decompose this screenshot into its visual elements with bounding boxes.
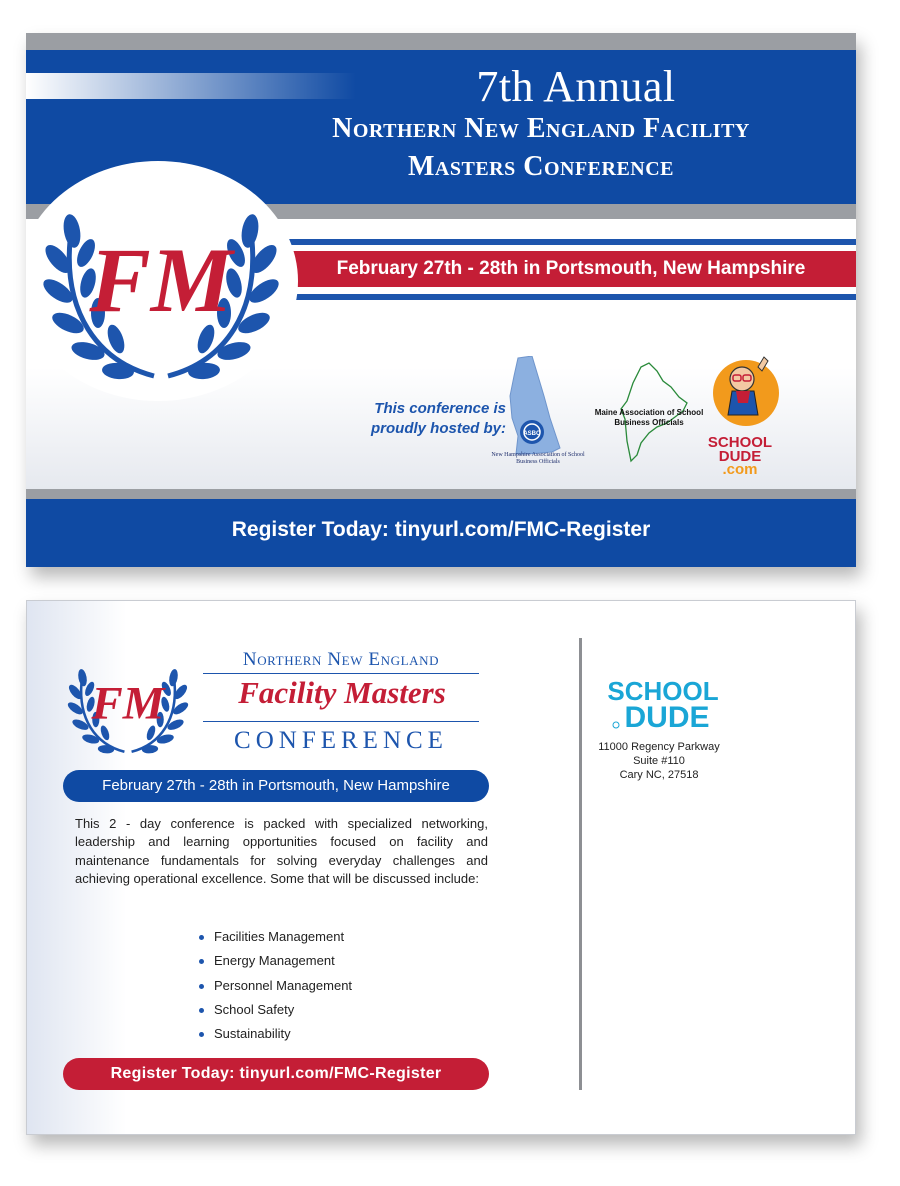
back-title-region: Northern New England [242,649,440,670]
wordmark-line2: DUDE [624,701,710,733]
conference-title-line1: Northern New England Facility [332,113,750,144]
topic-label: Energy Management [214,953,335,969]
list-item [199,974,439,998]
title-rule-bottom [203,721,479,722]
stripe-blue-bottom [281,294,856,300]
maine-asbo-caption: Maine Association of School Business Officials [594,408,704,427]
list-item [199,998,439,1022]
dude-logo-line3: .com [722,461,758,475]
schooldude-wordmark-logo [595,677,725,733]
banner-fade-accent [26,73,356,99]
schooldude-mascot-logo [706,355,796,475]
hosted-by-text: This conference is proudly hosted by: [371,400,506,437]
top-gray-band [26,33,856,50]
fm-monogram-small: FM [91,677,165,730]
list-item [199,925,439,949]
address-line-city: Cary NC, 27518 [619,769,699,781]
postcard-divider [579,638,582,1090]
stripe-blue-top [281,239,856,245]
topic-label: Facilities Management [214,929,345,944]
back-title-script: Facility Masters [238,675,446,710]
registered-mark-icon [613,722,619,728]
topic-label: Sustainability [214,1026,291,1042]
postcard-front [26,33,856,567]
fm-laurel-emblem [36,171,286,396]
nh-asbo-caption: New Hampshire Association of School Business Officials [491,452,585,465]
bullet-icon [199,1008,204,1013]
description-paragraph: This 2 - day conference is packed with specialized networking, leadership and learning opportunities focused on facility and maintenance fundamentals for solving everyday challenges and achieving operational excellence. Some that will be discussed include: [75,816,488,886]
topics-list [199,925,439,1046]
topic-label: School Safety [214,1001,295,1017]
wordmark-line1: SCHOOL [607,677,719,706]
address-line-street: 11000 Regency Parkway [598,741,720,753]
fm-monogram: FM [89,229,233,331]
date-pill: February 27th - 28th in Portsmouth, New Hampshire [63,770,489,802]
asbo-seal-text: ASBO [523,431,541,437]
return-address [589,740,729,782]
date-location-text: February 27th - 28th in Portsmouth, New Hampshire [336,258,806,279]
bullet-icon [199,984,204,989]
address-line-suite: Suite #110 [633,755,685,767]
bullet-icon [199,1032,204,1037]
dude-logo-line1: SCHOOL [707,434,773,451]
dude-logo-line2: DUDE [718,448,762,465]
topic-label: Personnel Management [214,977,353,993]
list-item [199,949,439,973]
title-rule-top [203,673,479,674]
conference-title-line2: Masters Conference [407,151,675,182]
register-pill-link[interactable]: Register Today: tinyurl.com/FMC-Register [63,1058,489,1090]
list-item [199,1022,439,1046]
bullet-icon [199,935,204,940]
bottom-gray-band [26,489,856,499]
register-link[interactable]: Register Today: tinyurl.com/FMC-Register [231,518,651,541]
bullet-icon [199,959,204,964]
back-title-conference: CONFERENCE [234,727,448,754]
edition-title: 7th Annual [476,62,676,111]
postcard-back [26,600,856,1135]
fm-laurel-emblem-small [63,647,193,762]
